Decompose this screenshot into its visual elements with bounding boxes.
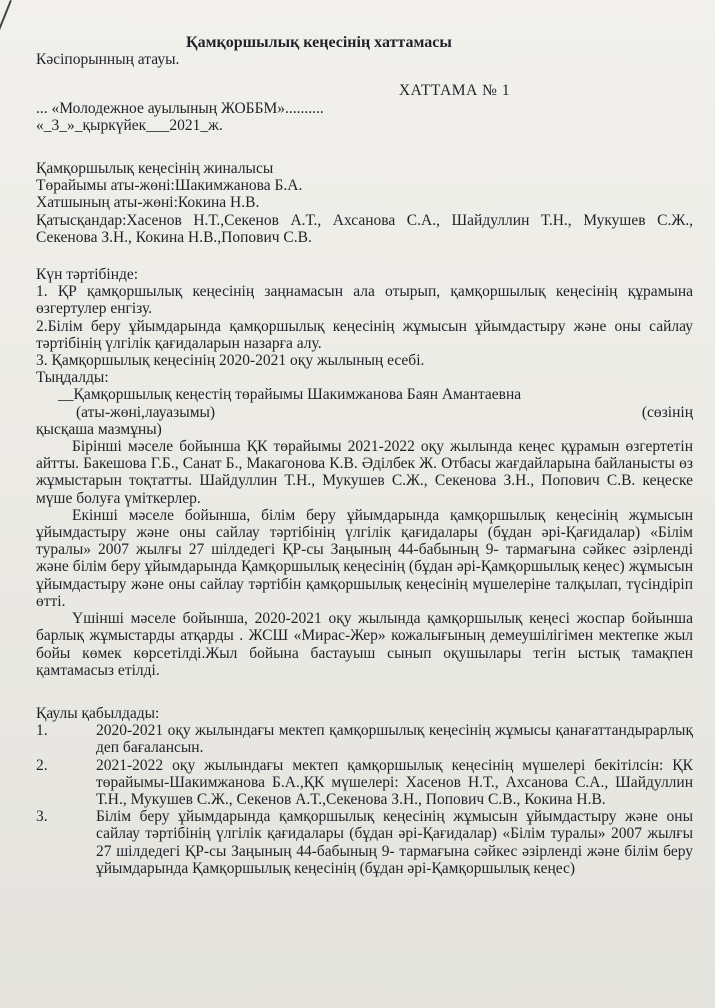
secretary-line: Хатшының аты-жөні:Кокина Н.В. xyxy=(36,194,260,212)
speaker-hint-end: қысқаша мазмұны) xyxy=(36,420,162,438)
chair-line: Төрайымы аты-жөні:Шакимжанова Б.А. xyxy=(36,177,303,195)
decision-number: 1. xyxy=(36,722,48,740)
agenda-item: 3. Қамқоршылық кеңесінің 2020-2021 оқу жылының есебі. xyxy=(36,352,425,370)
speaker-hint-row xyxy=(36,404,693,421)
decision-label: Қаулы қабылдады: xyxy=(36,704,160,722)
agenda-item: 1. ҚР қамқоршылық кеңесінің заңнамасын ала отырып, қамқоршылық кеңесінің құрамына өзгертулер енгізу. xyxy=(36,283,693,318)
agenda-label: Күн тәртібінде: xyxy=(36,266,139,284)
decision-number: 3. xyxy=(36,808,48,826)
attendees-line: Қатысқандар:Хасенов Н.Т.,Секенов А.Т., Ахсанова С.А., Шайдуллин Т.Н., Мукушев С.Ж., Секенова З.Н., Кокина Н.В.,Попович С.В. xyxy=(36,211,693,246)
organization-label: Кәсіпорынның атауы. xyxy=(36,51,180,69)
decision-number: 2. xyxy=(36,756,48,774)
decision-text: 2020-2021 оқу жылындағы мектеп қамқоршылық кеңесінің жұмысы қанағаттандырарлық деп бағалансын. xyxy=(96,722,693,757)
decision-item xyxy=(36,722,693,756)
document-title: Қамқоршылық кеңесінің хаттамасы xyxy=(186,34,452,51)
decision-text: Білім беру ұйымдарында қамқоршылық кеңесінің жұмысын ұйымдастыру және оны сайлау тәртібінің үлгілік қағидалары (бұдан әрі-Қағидалар) «Білім туралы» 2007 жылғы 27 шілдедегі ҚР-сы Заңының 44-бабының 9- тармағына сәйкес әзірленді және білім беру ұйымдарында Қамқоршылық кеңесінің (бұдан әрі-Қамқоршылық кеңес) xyxy=(96,808,693,877)
speaker-line: __Қамқоршылық кеңестің төрайымы Шакимжанова Баян Амантаевна xyxy=(58,386,522,404)
paragraph-first: Бірінші мәселе бойынша ҚК төрайымы 2021-2022 оқу жылында кеңес құрамын өзгертетін айтты. Бакешова Г.Б., Санат Б., Макагонова К.В. Әділбек Ж. Отбасы жағдайларына байланысты өз жұмыстарын тоқтатты. Шайдуллин Т.Н., Мукушев С.Ж., Секенова З.Н., Попович С.В. кеңеске мүше болуға үміткерлер. xyxy=(36,438,693,507)
listened-label: Тыңдалды: xyxy=(36,369,109,387)
protocol-date: «_3_»_қыркүйек___2021_ж. xyxy=(36,116,223,134)
decision-text: 2021-2022 оқу жылындағы мектеп қамқоршылық кеңесінің мүшелері бекітілсін: ҚК төрайымы-Шакимжанова Б.А.,ҚК мүшелері: Хасенов Н.Т., Ахсанова С.А., Шайдуллин Т.Н., Мукушев С.Ж., Секенов А.Т.,Секенова З.Н., Попович С.В., Кокина Н.В. xyxy=(96,756,693,808)
paragraph-second: Екінші мәселе бойынша, білім беру ұйымдарында қамқоршылық кеңесінің жұмысын ұйымдастыру және оны сайлау тәртібінің үлгілік қағидалары (бұдан әрі-Қағидалар) «Білім туралы» 2007 жылғы 27 шілдедегі ҚР-сы Заңының 44-бабының 9- тармағына сәйкес әзірленді және білім беру ұйымдарында Қамқоршылық кеңесінің (бұдан әрі-Қамқоршылық кеңес) жұмысын ұйымдастыру және оны сайлау тәртібін қамқоршылық кеңесінің мүшелеріне талқылап, түсіндіріп өтті. xyxy=(36,506,693,610)
school-name: ... «Молодежное ауылының ЖОББМ».......... xyxy=(36,99,324,117)
protocol-number: ХАТТАМА № 1 xyxy=(398,82,511,100)
speaker-hint-left: (аты-жөні,лауазымы) xyxy=(76,403,216,421)
paragraph-third: Үшінші мәселе бойынша, 2020-2021 оқу жылында қамқоршылық кеңесі жоспар бойынша барлық жұмыстарды атқарды . ЖСШ «Мирас-Жер» кожалығының демеушілігімен мектепке жыл бойы көмек көрсетілді.Жыл бойына бастауыш сынып оқушылары тегін ыстық тамақпен қамтамасыз етілді. xyxy=(36,610,693,679)
meeting-heading: Қамқоршылық кеңесінің жиналысы xyxy=(36,160,274,178)
speaker-hint-right: (сөзінің xyxy=(641,403,693,421)
decision-item xyxy=(36,757,693,809)
agenda-item: 2.Білім беру ұйымдарында қамқоршылық кеңесінің жұмысын ұйымдастыру және оны сайлау тәртібінің үлгілік қағидаларын назарға алу. xyxy=(36,317,693,352)
pen-mark xyxy=(0,0,12,43)
decision-item xyxy=(36,808,693,877)
